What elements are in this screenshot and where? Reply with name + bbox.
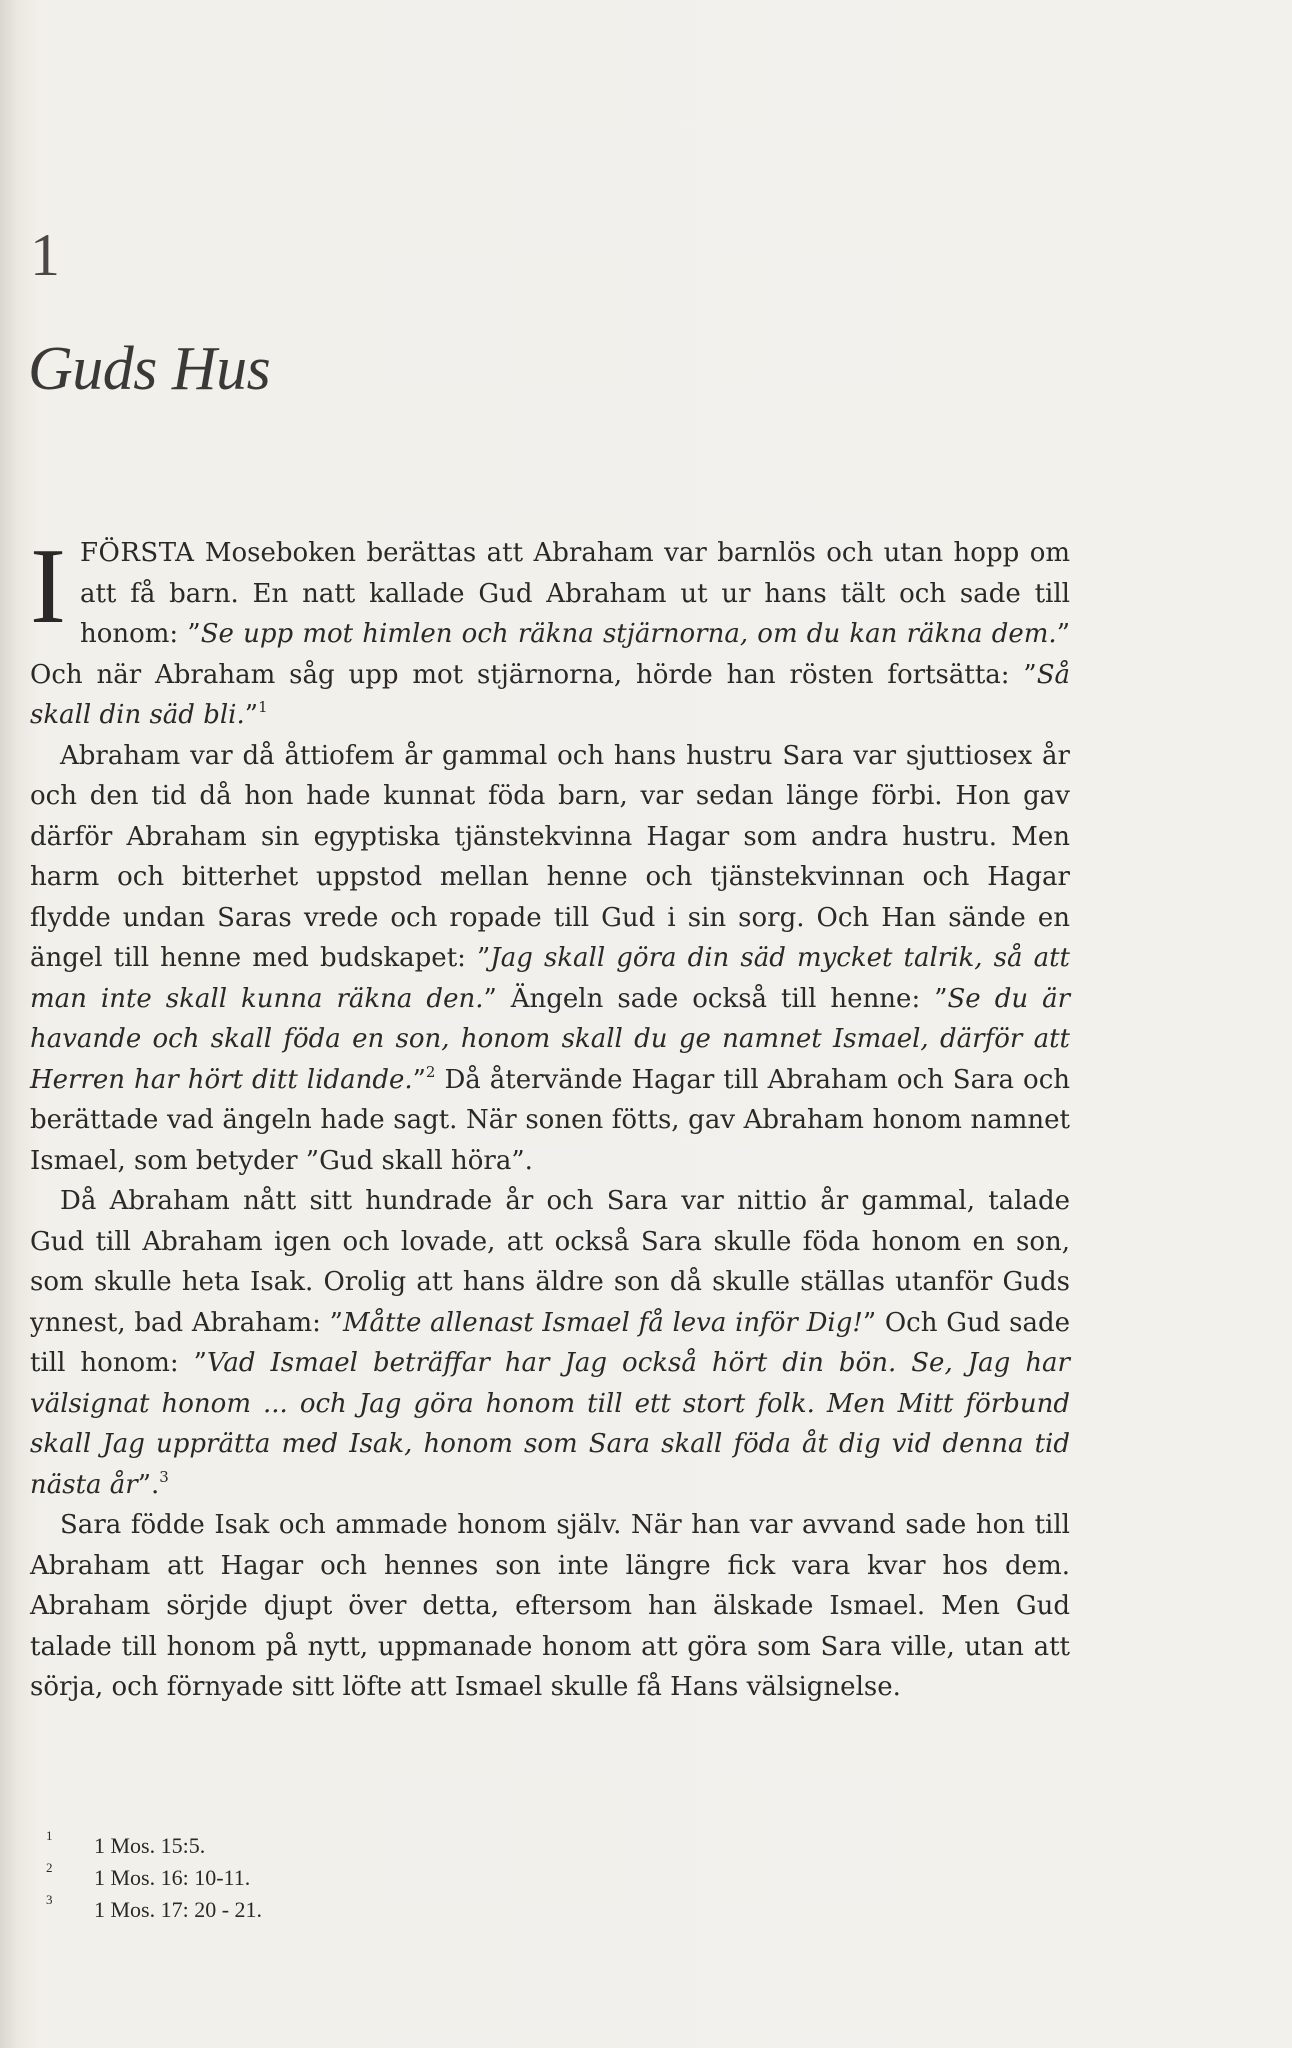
footnote-ref-3: 3 [159,1467,169,1486]
chapter-title: Guds Hus [28,335,271,403]
footnote-number: 2 [46,1860,53,1875]
text-run: ” [412,1064,426,1095]
quote-italic: Se upp mot himlen och räkna stjärnorna, om du kan räkna dem. [200,619,1057,649]
paragraph-2 [30,736,1070,1182]
footnote-number: 1 [46,1828,53,1843]
footnote-text: 1 Mos. 16: 10-11. [94,1865,251,1890]
text-run: Då återvände Hagar till Abraham och Sara och berättade vad ängeln hade sagt. När sonen fötts, gav Abraham honom namnet Ismael, som betyder ”Gud skall höra”. [30,1064,1070,1176]
quote-italic: Måtte allenast Ismael få leva inför Dig! [342,1307,863,1338]
text-run: ” [244,700,259,730]
text-run: Då Abraham nått sitt hundrade år och Sara var nittio år gammal, talade Gud till Abraham igen och lovade, att också Sara skulle föda honom en son, som skulle heta Isak. Orolig att hans äldre son då skulle ställas utanför Guds ynnest, bad Abraham: ” [30,1186,1070,1338]
footnote-ref-1: 1 [258,698,268,716]
footnote-text: 1 Mos. 17: 20 - 21. [94,1897,263,1922]
footnote-ref-2: 2 [425,1062,436,1081]
quote-italic: Så skall din säd bli. [30,659,1070,730]
text-run: ” Och när Abraham såg upp mot stjärnorna, hörde han rösten fortsätta: ” [30,619,1070,690]
text-run: Sara födde Isak och ammade honom själv. När han var avvand sade hon till Abraham att Hagar och hennes son inte längre fick vara kvar hos dem. Abraham sörjde djupt över detta, eftersom han älskade Ismael. Men Gud talade till honom på nytt, uppmanade honom att göra som Sara ville, utan att sörja, och förnyade sitt löfte att Ismael skulle få Hans välsignelse. [30,1510,1070,1702]
quote-italic: Vad Ismael beträffar har Jag också hört din bön. Se, Jag har välsignat honom ... och Jag göra honom till ett stort folk. Men Mitt förbund skall Jag upprätta med Isak, honom som Sara skall föda åt dig vid denna tid nästa år [30,1348,1070,1500]
text-run: ” Och Gud sade till honom: ” [30,1307,1070,1378]
text-run: Moseboken berättas att Abraham var barnlös och utan hopp om att få barn. En natt kallade Gud Abraham ut ur hans tält och sade till honom: ” [79,538,1070,649]
chapter-number: 1 [30,222,60,288]
chapter-body [30,527,1071,1708]
paragraph-1 [30,527,1070,736]
quote-italic: Jag skall göra din säd mycket talrik, så att man inte skall kunna räkna den. [30,943,1070,1014]
paragraph-4 [30,1505,1070,1708]
text-run: Abraham var då åttiofem år gammal och hans hustru Sara var sjuttiosex år och den tid då hon hade kunnat föda barn, var sedan länge förbi. Hon gav därför Abraham sin egyptiska tjänstekvinna Hagar som andra hustru. Men harm och bitterhet uppstod mellan henne och tjänstekvinnan och Hagar flydde undan Saras vrede och ropade till Gud i sin sorg. Och Han sände en ängel till henne med budskapet: ” [30,740,1070,973]
footnote-text: 1 Mos. 15:5. [94,1833,206,1858]
lead-word: FÖRSTA [79,538,195,568]
quote-italic: Se du är havande och skall föda en son, honom skall du ge namnet Ismael, därför att Herren har hört ditt lidande. [30,983,1071,1095]
paragraph-3 [30,1181,1070,1505]
drop-cap: I [30,527,66,646]
text-run: ” Ängeln sade också till henne: ” [483,983,948,1014]
text-run: ”. [137,1469,160,1500]
footnote-number: 3 [46,1892,53,1907]
